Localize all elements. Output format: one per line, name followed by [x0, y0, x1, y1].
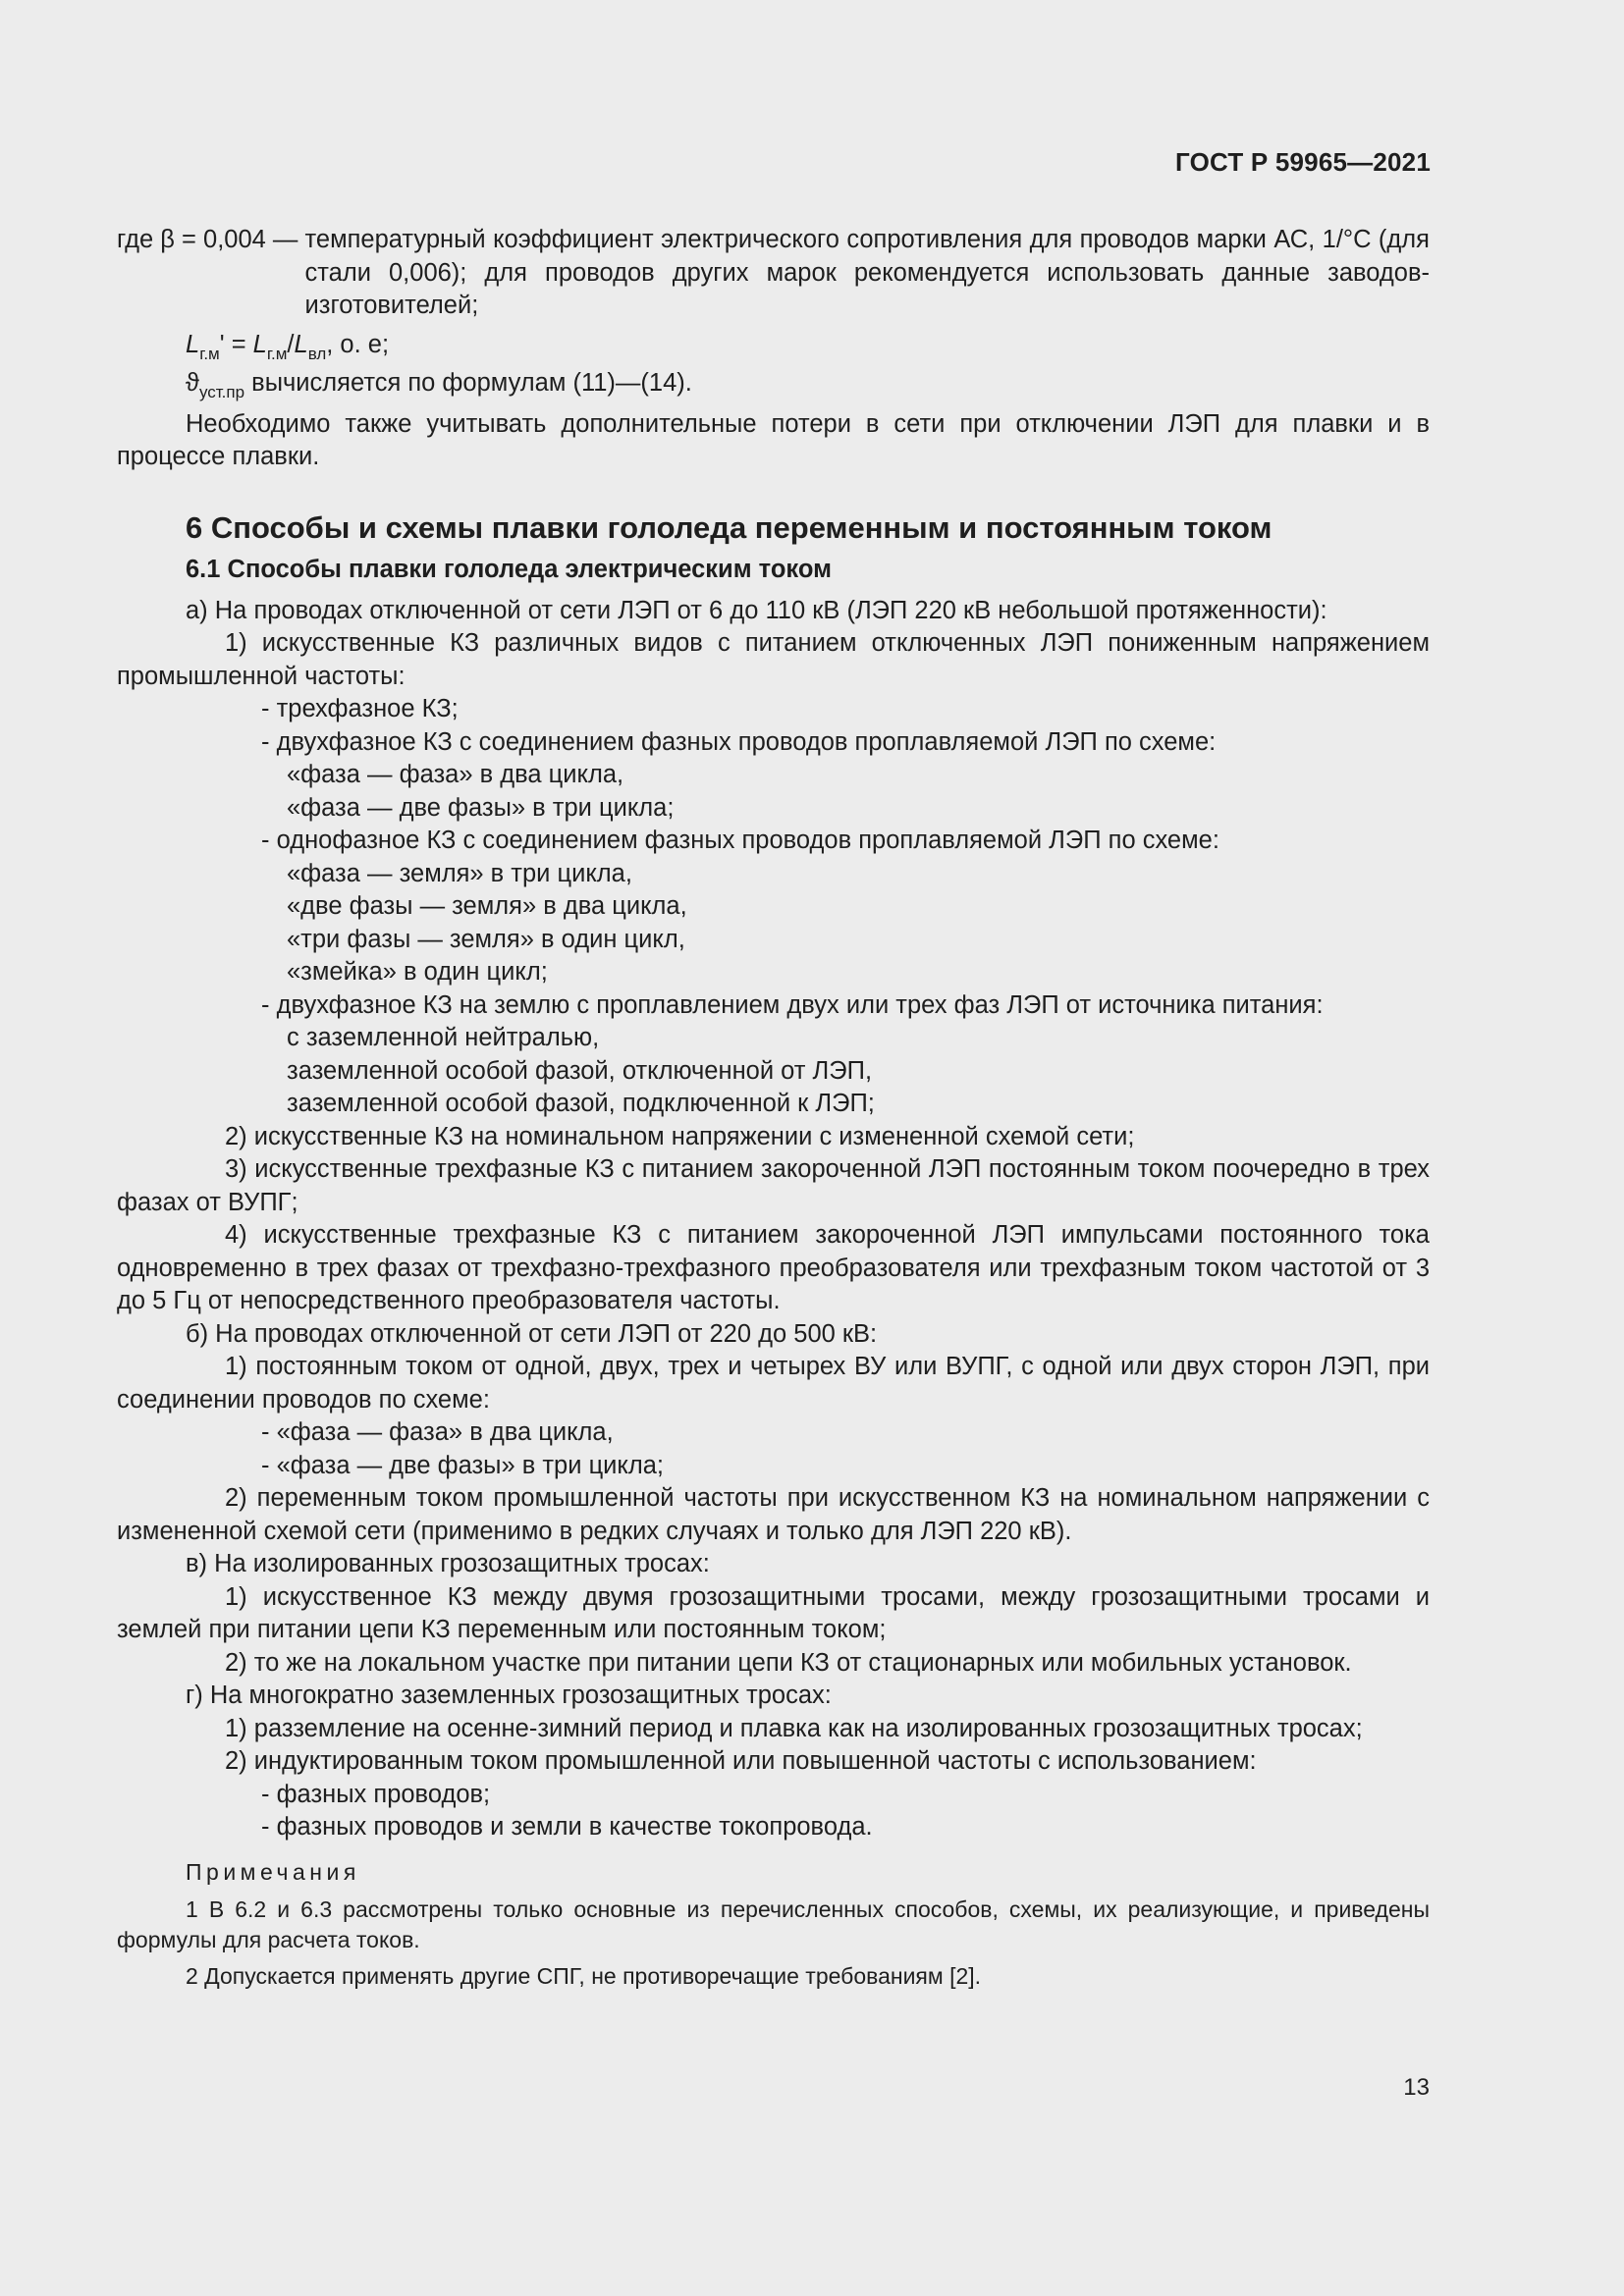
list-item: г) На многократно заземленных грозозащитных тросах: — [186, 1682, 832, 1709]
formula-theta — [117, 367, 1430, 400]
formula-subscript: уст.пр — [198, 383, 245, 401]
where-definition: температурный коэффициент электрического сопротивления для проводов марки АС, 1/°С (для стали 0,006); для проводов других марок рекомендуется использовать данные заводов-изготовителей; — [304, 226, 1430, 319]
where-lead: где β = 0,004 — — [117, 226, 305, 253]
list-item: «змейка» в один цикл; — [287, 958, 548, 986]
where-clause — [117, 224, 1430, 323]
list-item: 4) искусственные трехфазные КЗ с питанием закороченной ЛЭП импульсами постоянного тока одновременно в трех фазах от трехфазно-трехфазного преобразователя или трехфазным током частотой от 3 до 5 Гц от непосредственного преобразователя частоты. — [117, 1221, 1430, 1314]
list-item: 3) искусственные трехфазные КЗ с питанием закороченной ЛЭП постоянным током поочередно в трех фазах от ВУПГ; — [117, 1155, 1430, 1216]
formula-relative-length — [117, 329, 1430, 362]
list-item: 2) то же на локальном участке при питании цепи КЗ от стационарных или мобильных установок. — [225, 1648, 1352, 1677]
subsection-heading: 6.1 Способы плавки гололеда электрическим током — [186, 556, 832, 583]
list-item: 2) искусственные КЗ на номинальном напряжении с измененной схемой сети; — [225, 1122, 1135, 1150]
list-item: 2) индуктированным током промышленной или повышенной частоты с использованием: — [225, 1747, 1257, 1775]
formula-subscript: вл — [307, 344, 327, 363]
list-item: 1) постоянным током от одной, двух, трех и четырех ВУ или ВУПГ, с одной или двух сторон ЛЭП, при соединении проводов по схеме: — [117, 1353, 1430, 1414]
list-item: в) На изолированных грозозащитных тросах: — [186, 1550, 710, 1577]
list-item: «фаза — фаза» в два цикла, — [287, 761, 624, 788]
notes-heading: Примечания — [186, 1858, 360, 1885]
formula-symbol: L — [294, 330, 308, 358]
list-item: - фазных проводов и земли в качестве токопровода. — [261, 1813, 873, 1841]
list-item: - трехфазное КЗ; — [261, 695, 459, 722]
document-code-header: ГОСТ Р 59965—2021 — [1175, 147, 1431, 177]
list-item: а) На проводах отключенной от сети ЛЭП от 6 до 110 кВ (ЛЭП 220 кВ небольшой протяженности): — [186, 596, 1327, 624]
note-item: 2 Допускается применять другие СПГ, не противоречащие требованиям [2]. — [186, 1963, 982, 1989]
list-item: - фазных проводов; — [261, 1780, 491, 1808]
list-item: - однофазное КЗ с соединением фазных проводов проплавляемой ЛЭП по схеме: — [261, 827, 1219, 854]
formula-subscript: г.м — [199, 344, 220, 363]
list-item: - двухфазное КЗ на землю с проплавлением двух или трех фаз ЛЭП от источника питания: — [261, 990, 1324, 1019]
formula-symbol: ϑ — [186, 369, 199, 397]
formula-text: , о. е; — [326, 330, 390, 358]
intro-paragraph: Необходимо также учитывать дополнительные потери в сети при отключении ЛЭП для плавки и в процессе плавки. — [117, 409, 1430, 470]
list-item: «фаза — земля» в три цикла, — [287, 859, 632, 887]
list-item: с заземленной нейтралью, — [287, 1024, 600, 1051]
page-number: 13 — [1403, 2074, 1430, 2101]
list-item: б) На проводах отключенной от сети ЛЭП от 220 до 500 кВ: — [186, 1319, 878, 1348]
list-item: 1) искусственные КЗ различных видов с питанием отключенных ЛЭП пониженным напряжением промышленной частоты: — [117, 629, 1430, 690]
formula-symbol: L — [252, 330, 267, 358]
formula-text: вычисляется по формулам (11)—(14). — [244, 369, 692, 397]
list-item: «фаза — две фазы» в три цикла; — [287, 793, 675, 822]
list-item: заземленной особой фазой, отключенной от ЛЭП, — [287, 1056, 873, 1085]
list-item: 1) разземление на осенне-зимний период и плавка как на изолированных грозозащитных тросах; — [225, 1714, 1363, 1742]
page-content — [117, 224, 1430, 1992]
formula-operator: ' = — [219, 330, 253, 358]
section-heading: 6 Способы и схемы плавки гололеда переменным и постоянным током — [186, 509, 1272, 545]
list-item: 2) переменным током промышленной частоты при искусственном КЗ на номинальном напряжении с измененной схемой сети (применимо в редких случаях и только для ЛЭП 220 кВ). — [117, 1484, 1430, 1545]
formula-symbol: L — [186, 330, 200, 358]
note-item: 1 В 6.2 и 6.3 рассмотрены только основные из перечисленных способов, схемы, их реализующие, и приведены формулы для расчета токов. — [117, 1896, 1430, 1952]
list-item: заземленной особой фазой, подключенной к ЛЭП; — [287, 1090, 875, 1117]
list-item: «три фазы — земля» в один цикл, — [287, 925, 685, 953]
list-item: - «фаза — две фазы» в три цикла; — [261, 1451, 665, 1479]
formula-subscript: г.м — [266, 344, 288, 363]
list-item: «две фазы — земля» в два цикла, — [287, 892, 687, 920]
list-item: 1) искусственное КЗ между двумя грозозащитными тросами, между грозозащитными тросами и землей при питании цепи КЗ переменным или постоянным током; — [117, 1582, 1430, 1643]
formula-operator: / — [287, 330, 295, 358]
list-item: - двухфазное КЗ с соединением фазных проводов проплавляемой ЛЭП по схеме: — [261, 727, 1217, 756]
list-item: - «фаза — фаза» в два цикла, — [261, 1418, 614, 1446]
